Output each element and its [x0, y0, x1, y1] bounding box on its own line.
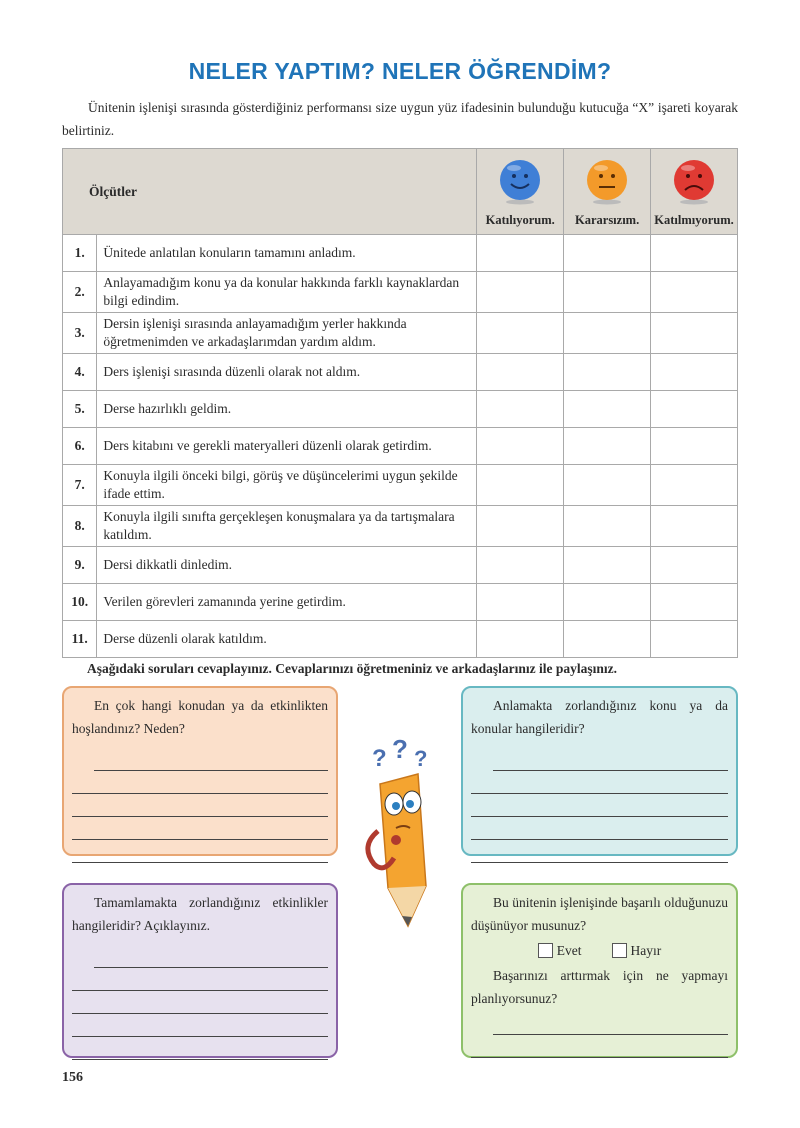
answer-lines[interactable]	[72, 748, 328, 863]
row-text: Ders kitabını ve gerekli materyalleri düzenli olarak getirdim.	[97, 428, 477, 465]
svg-text:?: ?	[414, 746, 428, 771]
agree-cell[interactable]	[477, 584, 564, 621]
row-text: Konuyla ilgili sınıfta gerçekleşen konuşmalara ya da tartışmalara katıldım.	[97, 506, 477, 547]
row-number: 6.	[63, 428, 97, 465]
table-row	[63, 428, 738, 465]
undecided-cell[interactable]	[564, 506, 651, 547]
disagree-cell[interactable]	[651, 621, 738, 658]
yes-label: Evet	[556, 943, 582, 958]
no-label: Hayır	[630, 943, 662, 958]
table-row	[63, 465, 738, 506]
disagree-cell[interactable]	[651, 547, 738, 584]
svg-text:?: ?	[372, 745, 387, 772]
undecided-cell[interactable]	[564, 391, 651, 428]
table-row	[63, 235, 738, 272]
question-favorite-topic: En çok hangi konudan ya da etkinlikten hoşlandınız? Neden?	[72, 698, 328, 736]
question-box-favorite-topic	[62, 686, 338, 856]
undecided-cell[interactable]	[564, 313, 651, 354]
disagree-cell[interactable]	[651, 584, 738, 621]
undecided-cell[interactable]	[564, 465, 651, 506]
criteria-header: Ölçütler	[63, 149, 477, 235]
row-number: 11.	[63, 621, 97, 658]
undecided-column-header	[564, 149, 651, 235]
row-text: Konuyla ilgili önceki bilgi, görüş ve düşüncelerimi uygun şekilde ifade ettim.	[97, 465, 477, 506]
undecided-label: Kararsızım.	[575, 213, 640, 227]
row-text: Dersi dikkatli dinledim.	[97, 547, 477, 584]
yes-option[interactable]	[538, 939, 582, 962]
sad-face-icon	[671, 159, 717, 205]
question-difficult-activities: Tamamlamakta zorlandığınız etkinlikler hangileridir? Açıklayınız.	[72, 895, 328, 933]
intro-text: Ünitenin işlenişi sırasında gösterdiğiniz performansı size uygun yüz ifadesinin bulunduğu kutucuğa “X” işareti koyarak belirtiniz.	[62, 100, 738, 138]
table-row	[63, 506, 738, 547]
undecided-cell[interactable]	[564, 354, 651, 391]
disagree-label: Katılmıyorum.	[654, 213, 734, 227]
no-option[interactable]	[612, 939, 662, 962]
question-box-difficult-activities	[62, 883, 338, 1058]
row-number: 4.	[63, 354, 97, 391]
undecided-cell[interactable]	[564, 235, 651, 272]
undecided-cell[interactable]	[564, 584, 651, 621]
answer-lines[interactable]	[72, 945, 328, 1060]
row-text: Ders işlenişi sırasında düzenli olarak not aldım.	[97, 354, 477, 391]
instructions-text: Aşağıdaki soruları cevaplayınız. Cevaplarınızı öğretmeniniz ve arkadaşlarınız ile paylaşınız.	[87, 661, 617, 676]
pencil-mascot-icon	[350, 736, 450, 936]
yes-checkbox[interactable]	[538, 943, 553, 958]
agree-cell[interactable]	[477, 621, 564, 658]
agree-column-header	[477, 149, 564, 235]
no-checkbox[interactable]	[612, 943, 627, 958]
disagree-cell[interactable]	[651, 235, 738, 272]
agree-cell[interactable]	[477, 391, 564, 428]
question-success: Bu ünitenin işlenişinde başarılı olduğunuzu düşünüyor musunuz?	[471, 895, 728, 933]
table-row	[63, 391, 738, 428]
disagree-cell[interactable]	[651, 428, 738, 465]
disagree-column-header	[651, 149, 738, 235]
agree-label: Katılıyorum.	[485, 213, 555, 227]
row-number: 3.	[63, 313, 97, 354]
answer-lines[interactable]	[471, 1012, 728, 1058]
disagree-cell[interactable]	[651, 272, 738, 313]
disagree-cell[interactable]	[651, 465, 738, 506]
agree-cell[interactable]	[477, 428, 564, 465]
row-text: Derse düzenli olarak katıldım.	[97, 621, 477, 658]
question-improvement-plan: Başarınızı arttırmak için ne yapmayı planlıyorsunuz?	[471, 968, 728, 1006]
disagree-cell[interactable]	[651, 391, 738, 428]
agree-cell[interactable]	[477, 235, 564, 272]
answer-lines[interactable]	[471, 748, 728, 863]
disagree-cell[interactable]	[651, 313, 738, 354]
row-number: 9.	[63, 547, 97, 584]
page-number: 156	[62, 1070, 83, 1085]
table-row	[63, 354, 738, 391]
question-box-difficult-topics	[461, 686, 738, 856]
table-row	[63, 272, 738, 313]
table-row	[63, 584, 738, 621]
yes-no-choices	[471, 939, 728, 962]
row-number: 5.	[63, 391, 97, 428]
disagree-cell[interactable]	[651, 506, 738, 547]
table-row	[63, 547, 738, 584]
undecided-cell[interactable]	[564, 428, 651, 465]
table-row	[63, 313, 738, 354]
agree-cell[interactable]	[477, 313, 564, 354]
row-number: 10.	[63, 584, 97, 621]
undecided-cell[interactable]	[564, 621, 651, 658]
row-text: Dersin işlenişi sırasında anlayamadığım yerler hakkında öğretmenimden ve arkadaşlarımdan yardım aldım.	[97, 313, 477, 354]
row-text: Anlayamadığım konu ya da konular hakkında farklı kaynaklardan bilgi edindim.	[97, 272, 477, 313]
row-number: 7.	[63, 465, 97, 506]
page-title: NELER YAPTIM? NELER ÖĞRENDİM?	[188, 58, 612, 84]
row-number: 2.	[63, 272, 97, 313]
question-box-success	[461, 883, 738, 1058]
agree-cell[interactable]	[477, 465, 564, 506]
agree-cell[interactable]	[477, 272, 564, 313]
undecided-cell[interactable]	[564, 547, 651, 584]
table-row	[63, 621, 738, 658]
row-text: Ünitede anlatılan konuların tamamını anladım.	[97, 235, 477, 272]
row-text: Derse hazırlıklı geldim.	[97, 391, 477, 428]
row-text: Verilen görevleri zamanında yerine getirdim.	[97, 584, 477, 621]
neutral-face-icon	[584, 159, 630, 205]
criteria-table	[62, 148, 738, 658]
undecided-cell[interactable]	[564, 272, 651, 313]
disagree-cell[interactable]	[651, 354, 738, 391]
question-difficult-topics: Anlamakta zorlandığınız konu ya da konular hangileridir?	[471, 698, 728, 736]
agree-cell[interactable]	[477, 354, 564, 391]
agree-cell[interactable]	[477, 506, 564, 547]
row-number: 1.	[63, 235, 97, 272]
happy-face-icon	[497, 159, 543, 205]
agree-cell[interactable]	[477, 547, 564, 584]
svg-text:?: ?	[392, 736, 408, 764]
row-number: 8.	[63, 506, 97, 547]
